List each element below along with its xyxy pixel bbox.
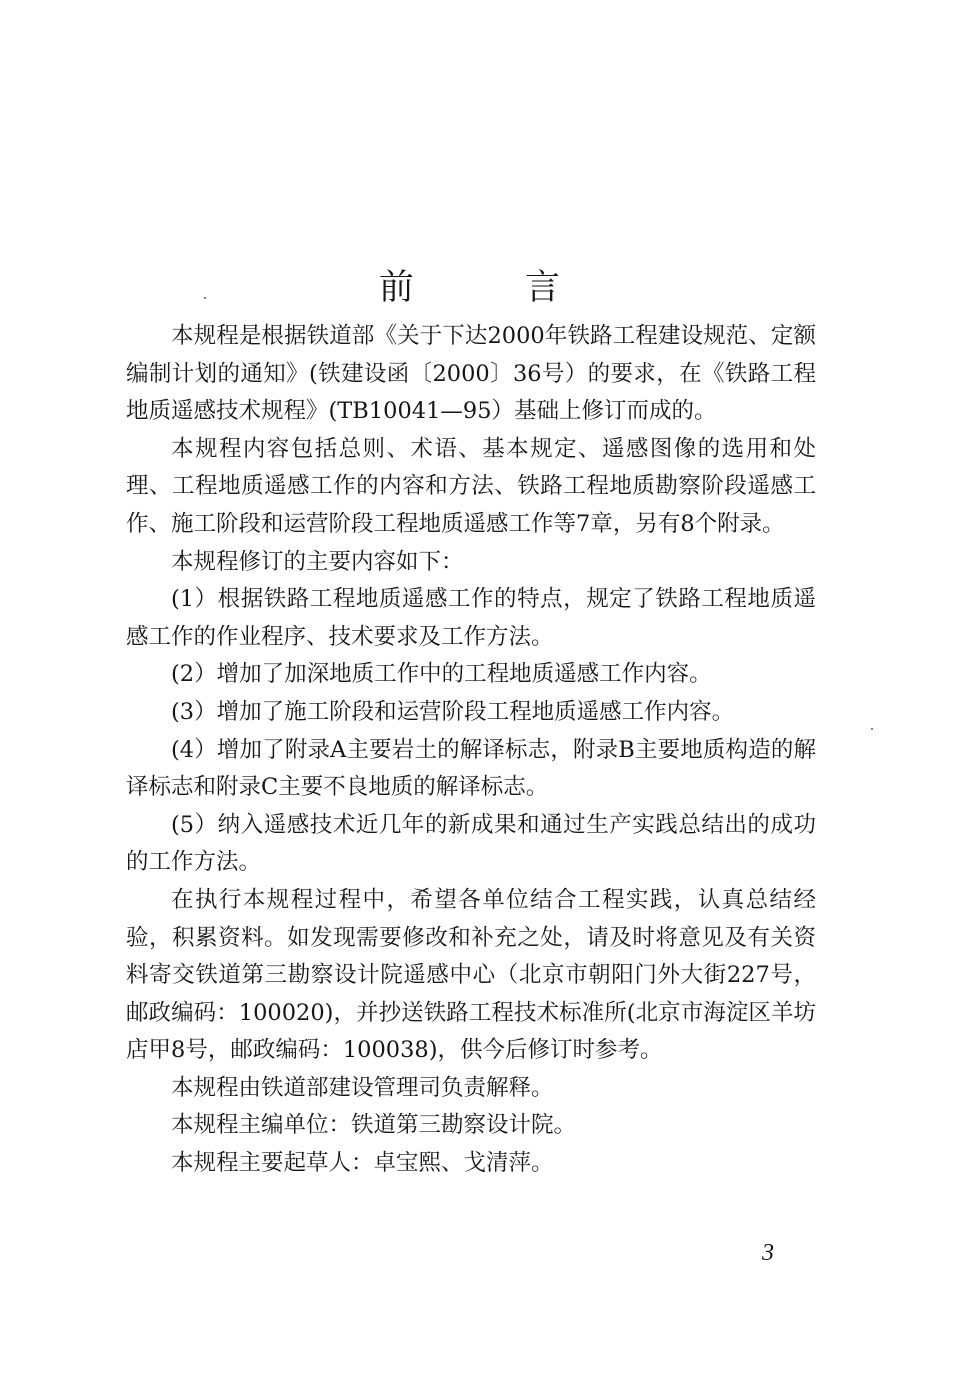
- paragraph-revision-item-1: (1）根据铁路工程地质遥感工作的特点，规定了铁路工程地质遥感工作的作业程序、技术要求及工作方法。: [126, 586, 816, 650]
- page-number: 3: [762, 1240, 774, 1266]
- paragraph-drafters: 本规程主要起草人：卓宝熙、戈清萍。: [171, 1150, 554, 1177]
- scan-speck: [871, 728, 873, 730]
- paragraph-interpretation: 本规程由铁道部建设管理司负责解释。: [171, 1074, 554, 1101]
- paragraph-feedback: 在执行本规程过程中，希望各单位结合工程实践，认真总结经验，积累资料。如发现需要修改和补充之处，请及时将意见及有关资料寄交铁道第三勘察设计院遥感中心（北京市朝阳门外大街227号，邮政编码：100020)，并抄送铁路工程技术标准所(北京市海淀区羊坊店甲8号，邮政编码：100038)，供今后修订时参考。: [126, 886, 816, 1064]
- paragraph-revision-item-4: (4）增加了附录A主要岩土的解译标志，附录B主要地质构造的解译标志和附录C主要不良地质的解译标志。: [126, 736, 816, 801]
- paragraph-revision-item-5: (5）纳入遥感技术近几年的新成果和通过生产实践总结出的成功的工作方法。: [126, 811, 816, 876]
- paragraph-revision-item-2: (2）增加了加深地质工作中的工程地质遥感工作内容。: [171, 661, 712, 688]
- paragraph-basis: 本规程是根据铁道部《关于下达2000年铁路工程建设规范、定额编制计划的通知》(铁建设函〔2000〕36号）的要求，在《铁路工程地质遥感技术规程》(TB10041—95）基础上修订而成的。: [126, 323, 816, 425]
- paragraph-revision-intro: 本规程修订的主要内容如下：: [171, 548, 464, 575]
- paragraph-contents: 本规程内容包括总则、术语、基本规定、遥感图像的选用和处理、工程地质遥感工作的内容和方法、铁路工程地质勘察阶段遥感工作、施工阶段和运营阶段工程地质遥感工作等7章，另有8个附录。: [126, 435, 816, 537]
- preface-body: [126, 318, 816, 1183]
- page-title: 前 言: [378, 268, 611, 309]
- scan-speck: [204, 297, 206, 299]
- paragraph-chief-editor: 本规程主编单位：铁道第三勘察设计院。: [171, 1112, 577, 1139]
- paragraph-revision-item-3: (3）增加了施工阶段和运营阶段工程地质遥感工作内容。: [171, 698, 735, 725]
